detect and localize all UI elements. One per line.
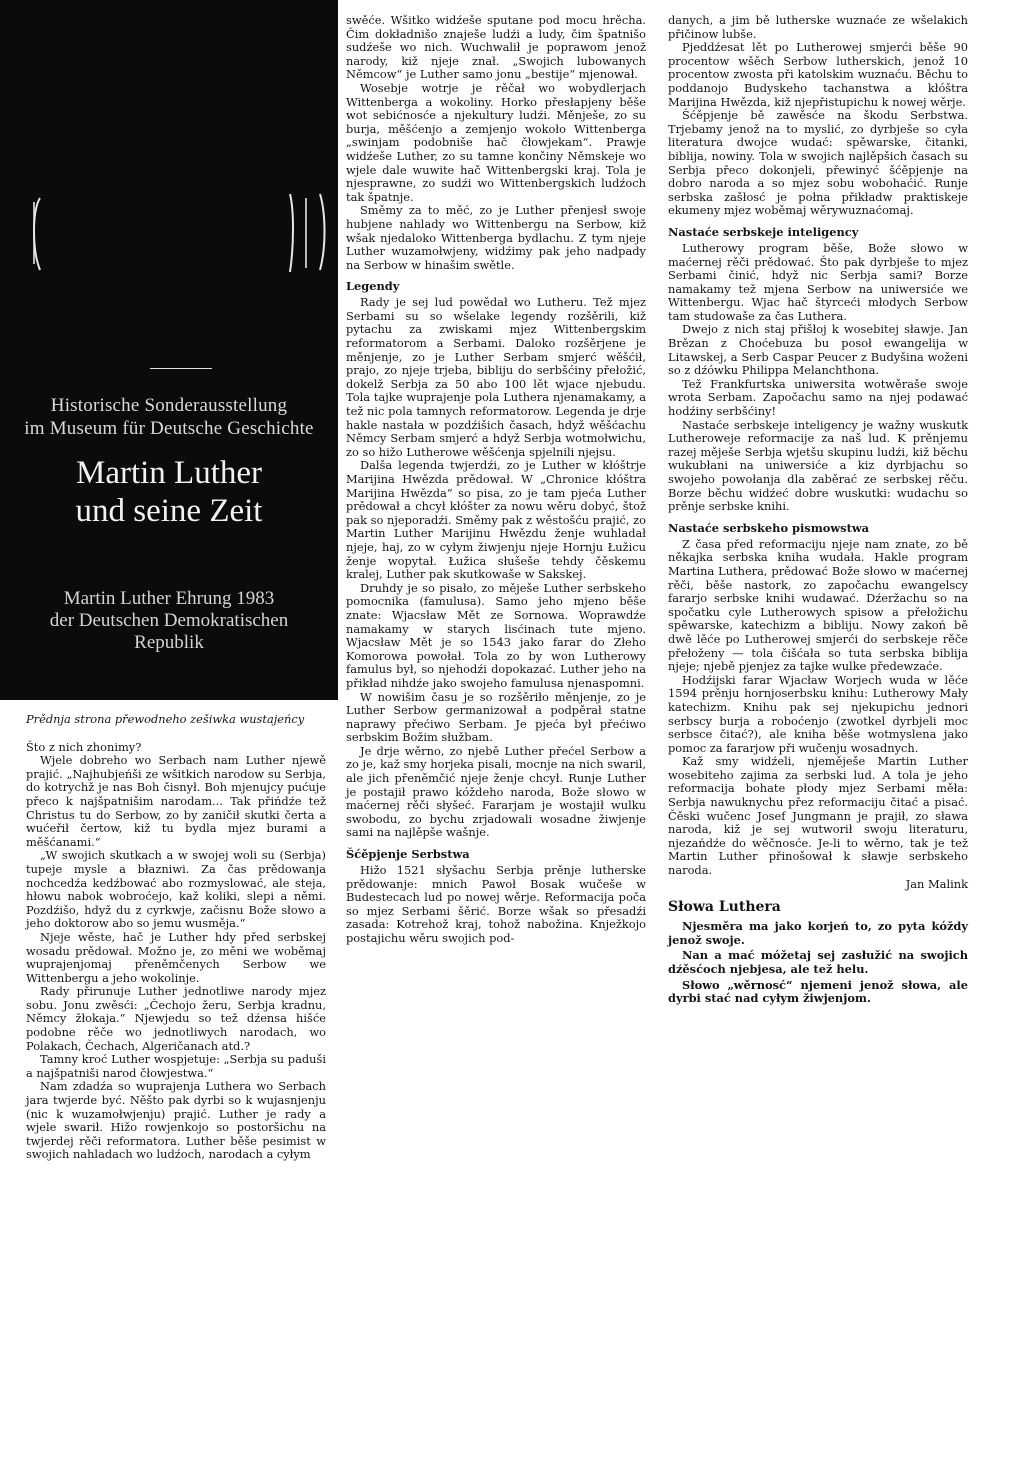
poster-line-art <box>28 190 328 275</box>
poster-exhibition-line1: Historische Sonderausstellung <box>50 395 288 416</box>
paragraph: Što z nich zhonimy? <box>26 739 142 754</box>
section-heading-scepjenje: Šćěpjenje Serbstwa <box>346 847 470 862</box>
article-column-3 <box>668 14 968 1006</box>
poster-honor-line1: Martin Luther Ehrung 1983 <box>63 588 275 609</box>
paragraph: Druhdy je so pisało, zo měješe Luther serbskeho pomocnika (famulusa). Samo jeho mjeno běše znate: Wjacsław Mět ze Sornowa. Woprawdźe namakamy w starych lisćinach tute mjeno. Wjacsław Mět je so 1543 jako farar do Złeho Komorowa powołał. Tola zo by won Lutherowy famulus był, so njehodźi dopokazać. Luther jeho na přikład nihdźe jako swojeho famulusa njenaspomni. <box>346 580 646 690</box>
poster-title-line1: Martin Luther <box>75 455 263 491</box>
poster-honor-text <box>0 588 338 654</box>
luther-quote: Nan a mać móžetaj sej zasłužić na swojich dźěsćoch njebjesa, ale tež helu. <box>668 948 968 976</box>
author-line <box>668 878 968 892</box>
poster-caption: Prědnja strona přewodneho zešiwka wustajeńcy <box>26 712 305 726</box>
section-heading-slowa: Słowa Luthera <box>668 899 781 916</box>
paragraph: Wosebje wotrje je rěčał wo wobydlerjach Wittenberga a wokoliny. Horko přesłapjeny běše wot sebićnosće a njekultury ludźi. Měnješe, zo su burja, měšćenjo a zemjenjo wokoło Wittenberga „swinjam podobniše hač čłowjekam“. Prawje widźeše Luther, zo su tamne končiny Němskeje wo wjele dale wuwite hač Wittenbergski kraj. Tola je njesprawne, zo sudźi wo Wittenbergskich ludźoch tak špatnje. <box>346 80 646 204</box>
paragraph: Kaž smy widźeli, njeměješe Martin Luther wosebiteho zajima za serbski lud. A tola je jeho reformacija bohate płody mjez Serbami měła: Serbja nawuknychu přez reformaciju čitać a pisać. Čěski wučenc Josef Jungmann je prajił, zo sława naroda, kiž je sej wutworił swoju literaturu, njezańdźe do wěčnosće. Je-li to wěrno, tak je tež Martin Luther přinošował k sławje serbskeho naroda. <box>668 754 968 878</box>
paragraph: Lutherowy program běše, Bože słowo w maćernej rěči prědować. Što pak dyrbješe to mjez Serbami činić, hdyž nic Serbja sami? Borze namakamy tež mjena Serbow na uniwersiće we Wittenbergu. Wjac hač štyrceći młodych Serbow tam studowaše za čas Luthera. <box>668 240 968 323</box>
exhibition-poster-image <box>0 0 338 700</box>
poster-title-line2: und seine Zeit <box>75 493 263 529</box>
poster-divider <box>150 368 212 369</box>
paragraph: Dwejo z nich staj přišłoj k wosebitej sławje. Jan Brězan z Choćebuza bu posoł ewangelija w Litawskej, a Serb Caspar Peucer z Budyšina woženi so z dźówku Philippa Melanchthona. <box>668 322 968 378</box>
paragraph: Šćěpjenje bě zawěsće na škodu Serbstwa. Trjebamy jenož na to myslić, zo dyrbješe so cyła literatura dwojce wudać: spěwarske, čitanki, biblija, nowiny. Tola w swojich najlěpšich časach su Serbja přeco dokonjeli, přewinyć šćěpjenje na dobro naroda a so mjez sobu wobohaćić. Runje serbska zašłosć je połna přikładw praktiskeje ekumeny mjez woběmaj wěrywuznaćomaj. <box>668 108 968 218</box>
paragraph: Směmy za to měć, zo je Luther přenjesł swoje hubjene nahlady wo Wittenbergu na Serbow, kiž wšak njedaloko Wittenberga bydlachu. Z tym njeje Luther wuzamołwjeny, widźimy pak jeho nadpady na Serbow w hinašim swětle. <box>346 203 646 272</box>
poster-honor-line2: der Deutschen Demokratischen <box>49 610 289 631</box>
paragraph: Hodźijski farar Wjacław Worjech wuda w lěće 1594 prěnju hornjoserbsku knihu: Lutherowy Mały katechizm. Knihu pak sej njekupichu jednori serbscy burja a roboćenjo (zwotkel dyrbjeli moc serbsce čitać?), ale kniha běše wotmyslena jako pomoc za fararjow při wučenju wosadnych. <box>668 672 968 755</box>
article-column-1 <box>26 713 326 1162</box>
paragraph: swěće. Wšitko widźeše sputane pod mocu hrěcha. Čim dokładnišo znaješe ludźi a ludy, čim špatnišo sudźeše wo nich. Wuchwalił je poprawom jenož narody, kiž njeje znał. „Swojich lubowanych Němcow“ je Luther samo jonu „bestije“ mjenował. <box>346 13 646 82</box>
paragraph: Nam zdadźa so wuprajenja Luthera wo Serbach jara twjerde być. Něšto pak dyrbi so k wujasnjenju (nic k wuzamołwjenju) prajić. Luther je rady a wjele swarił. Hižo rowjenkojo so postoršichu na twjerdej rěči reformatora. Luther běše pesimist w swojich nahladach wo ludźoch, narodach a cyłym <box>26 1079 326 1162</box>
poster-honor-line3: Republik <box>134 632 204 653</box>
paragraph: Rady je sej lud powědał wo Lutheru. Tež mjez Serbami su so wšelake legendy rozšěrili, kiž pytachu za zwiskami mjez Wittenbergskim reformatorom a Serbami. Daloko rozšěrjene je měnjenje, zo je Luther Serbam smjerć wěšćił, prajo, zo njeje trjeba, bibliju do serbšćiny přełožić, dokelž Serbja za 50 abo 100 lět wjace njebudu. Tola tajke wuprajenje pola Luthera njenamakamy, a tež nic pola tamnych reformatorow. Legenda je drje hakle nastała w pozdźišich časach, hdyž wěšćachu Němcy Serbam smjerć a hdyž Serbja wotmołwichu, zo so hižo Lutherowe wěšćenja spjelnili njejsu. <box>346 295 646 459</box>
paragraph: Pjeddźesat lět po Lutherowej smjerći běše 90 procentow wšěch Serbow lutherskich, jenož 10 procentow zwosta při katolskim wuznaću. Běchu to poddanojo Budyskeho tachanstwa a kłóštra Marijina Hwězda, kiž njepřistupichu k nowej wěrje. <box>668 40 968 109</box>
paragraph: Hižo 1521 słyšachu Serbja prěnje lutherske prědowanje: mnich Pawoł Bosak wučeše w Budestecach lud po nowej wěrje. Reformacija poča so mjez Serbami šěrić. Borze wšak so přesadźi zasada: Kotrehož kraj, tohož nabožina. Knježkojo postajichu wěru swojich pod- <box>346 863 646 945</box>
luther-quote: Słowo „wěrnosć“ njemeni jenož słowa, ale dyrbi stać nad cyłym žiwjenjom. <box>668 977 968 1006</box>
paragraph: Rady přirunuje Luther jednotliwe narody mjez sobu. Jonu zwěsći: „Čechojo žeru, Serbja kradnu, Němcy žłokaja.“ Njewjedu so tež dźensa hišće podobne rěče wo jednotliwych narodach, wo Polakach, Čechach, Algeričanach atd.? <box>26 984 326 1053</box>
paragraph: Je drje wěrno, zo njebě Luther přećel Serbow a zo je, kaž smy horjeka pisali, mocnje na nich swaril, ale jich přeněmčić njeje ženje chcył. Runje Luther je postajił prawo kóždeho naroda, Bože słowo w maćernej rěči słyšeć. Fararjam je wostajił wulku swobodu, zo bychu zrjadowali wosadne žiwjenje sami na najlěpše wašnje. <box>346 743 646 840</box>
section-heading-legendy: Legendy <box>346 279 400 294</box>
author-signature: Jan Malink <box>905 876 968 891</box>
paragraph: Wjele dobreho wo Serbach nam Luther njewě prajić. „Najhubjeńši ze wšitkich narodow su Serbja, do kotrychž je nas Boh čisnył. Boh mjenujcy pućuje přeco k najšpatnišim narodam... Tak přińdźe tež Christus tu do Serbow, zo by zaničił skutki čerta a wućeřił čertow, kiž tu bydla mjez burami a měšćanami.“ <box>26 753 326 849</box>
section-heading-inteligency: Nastaće serbskeje inteligency <box>668 224 859 239</box>
paragraph: Tamny kroć Luther wospjetuje: „Serbja su paduši a najšpatniši narod čłowjestwa.“ <box>26 1052 326 1080</box>
article-column-2 <box>346 14 646 946</box>
paragraph: „W swojich skutkach a w swojej woli su (Serbja) tupeje mysle a błazniwi. Za čas prědowanja nochcedźa kedźbować abo rozmyslować, ale steja, hłowu nabok wobroćejo, kaž koliki, slepi a němi. Pozdźišo, hdyž du z cyrkwje, začisnu Bože słowo a jeho doktorow abo so jemu wusměja.“ <box>26 848 326 931</box>
poster-title <box>0 454 338 530</box>
paragraph: Njeje wěste, hač je Luther hdy před serbskej wosadu prědował. Možno je, zo měni we woběmaj wuprajenjomaj přeněmčenych Serbow we Wittenbergu a jeho wokolinje. <box>26 929 326 985</box>
paragraph: Z časa před reformaciju njeje nam znate, zo bě někajka serbska kniha wudała. Hakle program Martina Lutherа, prědować Bože słowo w maćernej rěči, běše nastork, zo započachu ewangelscy fararjo serbske knihi wudawać. Dźeržachu so na spočatku cyle Lutherowych spisow a přełožichu spěwarske, katechizm a bibliju. Nowy zakoń bě dwě lěće po Lutherowej smjerći do serbskeje rěče přełoženy — tola čišćała so tuta serbska biblija njeje; njebě pjenjez za tajke wulke předewzaće. <box>668 536 968 674</box>
section-heading-pismowstwa: Nastaće serbskeho pismowstwa <box>668 520 870 535</box>
paragraph: danych, a jim bě lutherske wuznaće ze wšelakich přičinow lubše. <box>668 13 968 41</box>
paragraph: Dalša legenda twjerdźi, zo je Luther w kłóštrje Marijina Hwězda prědował. W „Chronice kłóštra Marijina Hwězda“ so pisa, zo je tam pjeća Luther prědował a chcył kłóšter za nowu wěru dobyć, štož pak so njeporadźi. Směmy pak z wěstošću prajić, zo Martin Luther Marijinu Hwězdu ženje wuhladał njeje, haj, zo w cyłym žiwjenju njeje Hornju Łužicu ženje wopytał. Łužica słušeše tehdy čěskemu kralej, Luther pak skutkowaše w Sakskej. <box>346 458 646 582</box>
paragraph: Nastaće serbskeje inteligency je wažny wuskutk Lutheroweje reformacije za naš lud. K prěnjemu razej měješe Serbja wjetšu skupinu ludźi, kiž běchu wukubłani na uniwersiće a kiz dyrbjachu so swojeho powołanja dla zaběrać ze serbskej rěču. Borze běchu widźeć dobre wuskutki: wudachu so prěnje serbske knihi. <box>668 417 968 514</box>
poster-exhibition-line2: im Museum für Deutsche Geschichte <box>24 418 314 439</box>
paragraph: Tež Frankfurtska uniwersita wotwěraše swoje wrota Serbam. Započachu samo na njej podawać hodźiny serbšćiny! <box>668 376 968 419</box>
paragraph: W nowišim času je so rozšěriło měnjenje, zo je Luther Serbow germanizował a podpěrał statne naprawy přećiwo Serbam. Je pjeća był přećiwo serbskim Božim słužbam. <box>346 689 646 745</box>
luther-quote: Njesměra ma jako korjeń to, zo pyta kóždy jenož swoje. <box>668 919 968 947</box>
